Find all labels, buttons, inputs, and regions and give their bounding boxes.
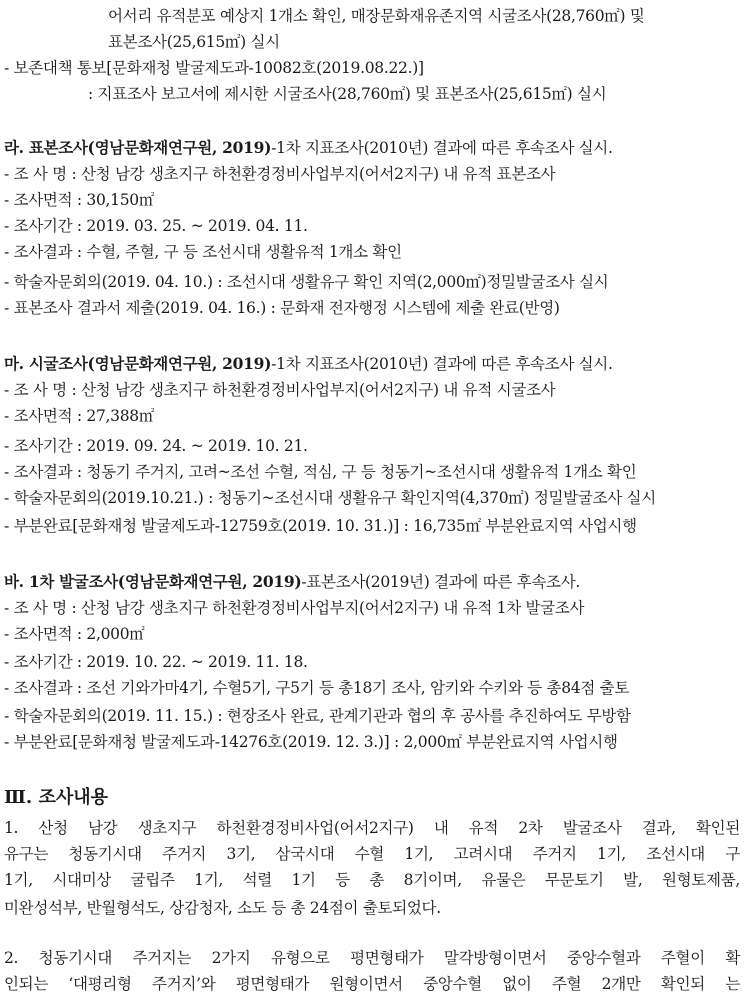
section-ma-item: - 학술자문회의(2019.10.21.) : 청동기~조선시대 생활유구 확인지역(4,370㎡) 정밀발굴조사 실시 — [4, 489, 656, 507]
preservation-notice-item: - 보존대책 통보[문화재청 발굴제도과-10082호(2019.08.22.)] — [4, 59, 424, 77]
section-ba-heading — [4, 570, 750, 594]
section-iii-title: Ⅲ. 조사내용 — [4, 787, 109, 808]
section-ma-item: - 조사결과 : 청동기 주거지, 고려~조선 수혈, 적심, 구 등 청동기~조선시대 생활유적 1개소 확인 — [4, 463, 637, 481]
section-ba-item: - 조사결과 : 조선 기와가마4기, 수혈5기, 구5기 등 총18기 조사, 암키와 수키와 등 총84점 출토 — [4, 679, 629, 697]
section-ba-item: - 부분완료[문화재청 발굴제도과-14276호(2019. 12. 3.)] : 2,000㎡ 부분완료지역 사업시행 — [4, 733, 618, 751]
section-ma-heading — [4, 352, 750, 376]
section-ba-heading-title: 바. 1차 발굴조사(영남문화재연구원, 2019) — [4, 572, 302, 591]
section-ra-heading-note: -1차 지표조사(2010년) 결과에 따른 후속조사 실시. — [271, 139, 613, 157]
section-ba-item: - 조사면적 : 2,000㎡ — [4, 625, 145, 643]
section-ba-heading-note: -표본조사(2019년) 결과에 따른 후속조사. — [301, 573, 581, 591]
section-ma-item: - 조사기간 : 2019. 09. 24. ~ 2019. 10. 21. — [4, 437, 308, 455]
section-ba-item: - 조 사 명 : 산청 남강 생초지구 하천환경정비사업부지(어서2지구) 내 유적 1차 발굴조사 — [4, 599, 585, 617]
paragraph-1-line: 1. 산청 남강 생초지구 하천환경정비사업(어서2지구) 내 유적 2차 발굴조사 결과, 확인된 — [4, 819, 740, 837]
section-ra-item: - 조사면적 : 30,150㎡ — [4, 191, 155, 209]
intro-continuation-line-2: 표본조사(25,615㎡) 실시 — [108, 33, 280, 51]
section-ma-item: - 조사면적 : 27,388㎡ — [4, 407, 155, 425]
section-ra-item: - 조사기간 : 2019. 03. 25. ~ 2019. 04. 11. — [4, 217, 308, 235]
section-ra-item: - 학술자문회의(2019. 04. 10.) : 조선시대 생활유구 확인 지역(2,000㎡)정밀발굴조사 실시 — [4, 273, 609, 291]
paragraph-1-line: 미완성석부, 반월형석도, 상감청자, 소도 등 총 24점이 출토되었다. — [4, 899, 441, 917]
paragraph-2-line: 2. 청동기시대 주거지는 2가지 유형으로 평면형태가 말각방형이면서 중앙수혈과 주혈이 확 — [4, 949, 740, 967]
section-ra-heading-title: 라. 표본조사(영남문화재연구원, 2019) — [4, 138, 272, 157]
section-ba-item: - 학술자문회의(2019. 11. 15.) : 현장조사 완료, 관계기관과 협의 후 공사를 추진하여도 무방함 — [4, 707, 631, 725]
section-ra-item: - 표본조사 결과서 제출(2019. 04. 16.) : 문화재 전자행정 시스템에 제출 완료(반영) — [4, 299, 560, 317]
section-ma-heading-title: 마. 시굴조사(영남문화재연구원, 2019) — [4, 354, 272, 373]
paragraph-2-line: 인되는 ‘대평리형 주거지’와 평면형태가 원형이면서 중앙수혈 없이 주혈 2개만 확인되 는 — [4, 975, 740, 993]
section-ma-item: - 부분완료[문화재청 발굴제도과-12759호(2019. 10. 31.)] : 16,735㎡ 부분완료지역 사업시행 — [4, 517, 637, 535]
preservation-notice-detail: : 지표조사 보고서에 제시한 시굴조사(28,760㎡) 및 표본조사(25,615㎡) 실시 — [88, 85, 607, 103]
paragraph-1-line: 1기, 시대미상 굴립주 1기, 석렬 1기 등 총 8기이며, 유물은 무문토기 발, 원형토제품, — [4, 871, 740, 889]
section-ba-item: - 조사기간 : 2019. 10. 22. ~ 2019. 11. 18. — [4, 653, 308, 671]
section-ma-item: - 조 사 명 : 산청 남강 생초지구 하천환경정비사업부지(어서2지구) 내 유적 시굴조사 — [4, 381, 556, 399]
section-ma-heading-note: -1차 지표조사(2010년) 결과에 따른 후속조사 실시. — [271, 355, 613, 373]
paragraph-1-line: 유구는 청동기시대 주거지 3기, 삼국시대 수혈 1기, 고려시대 주거지 1기, 조선시대 구 — [4, 845, 740, 863]
section-ra-item: - 조 사 명 : 산청 남강 생초지구 하천환경정비사업부지(어서2지구) 내 유적 표본조사 — [4, 165, 556, 183]
intro-continuation-line-1: 어서리 유적분포 예상지 1개소 확인, 매장문화재유존지역 시굴조사(28,760㎡) 및 — [108, 7, 645, 25]
section-ra-heading — [4, 136, 750, 160]
section-ra-item: - 조사결과 : 수혈, 주혈, 구 등 조선시대 생활유적 1개소 확인 — [4, 243, 402, 261]
